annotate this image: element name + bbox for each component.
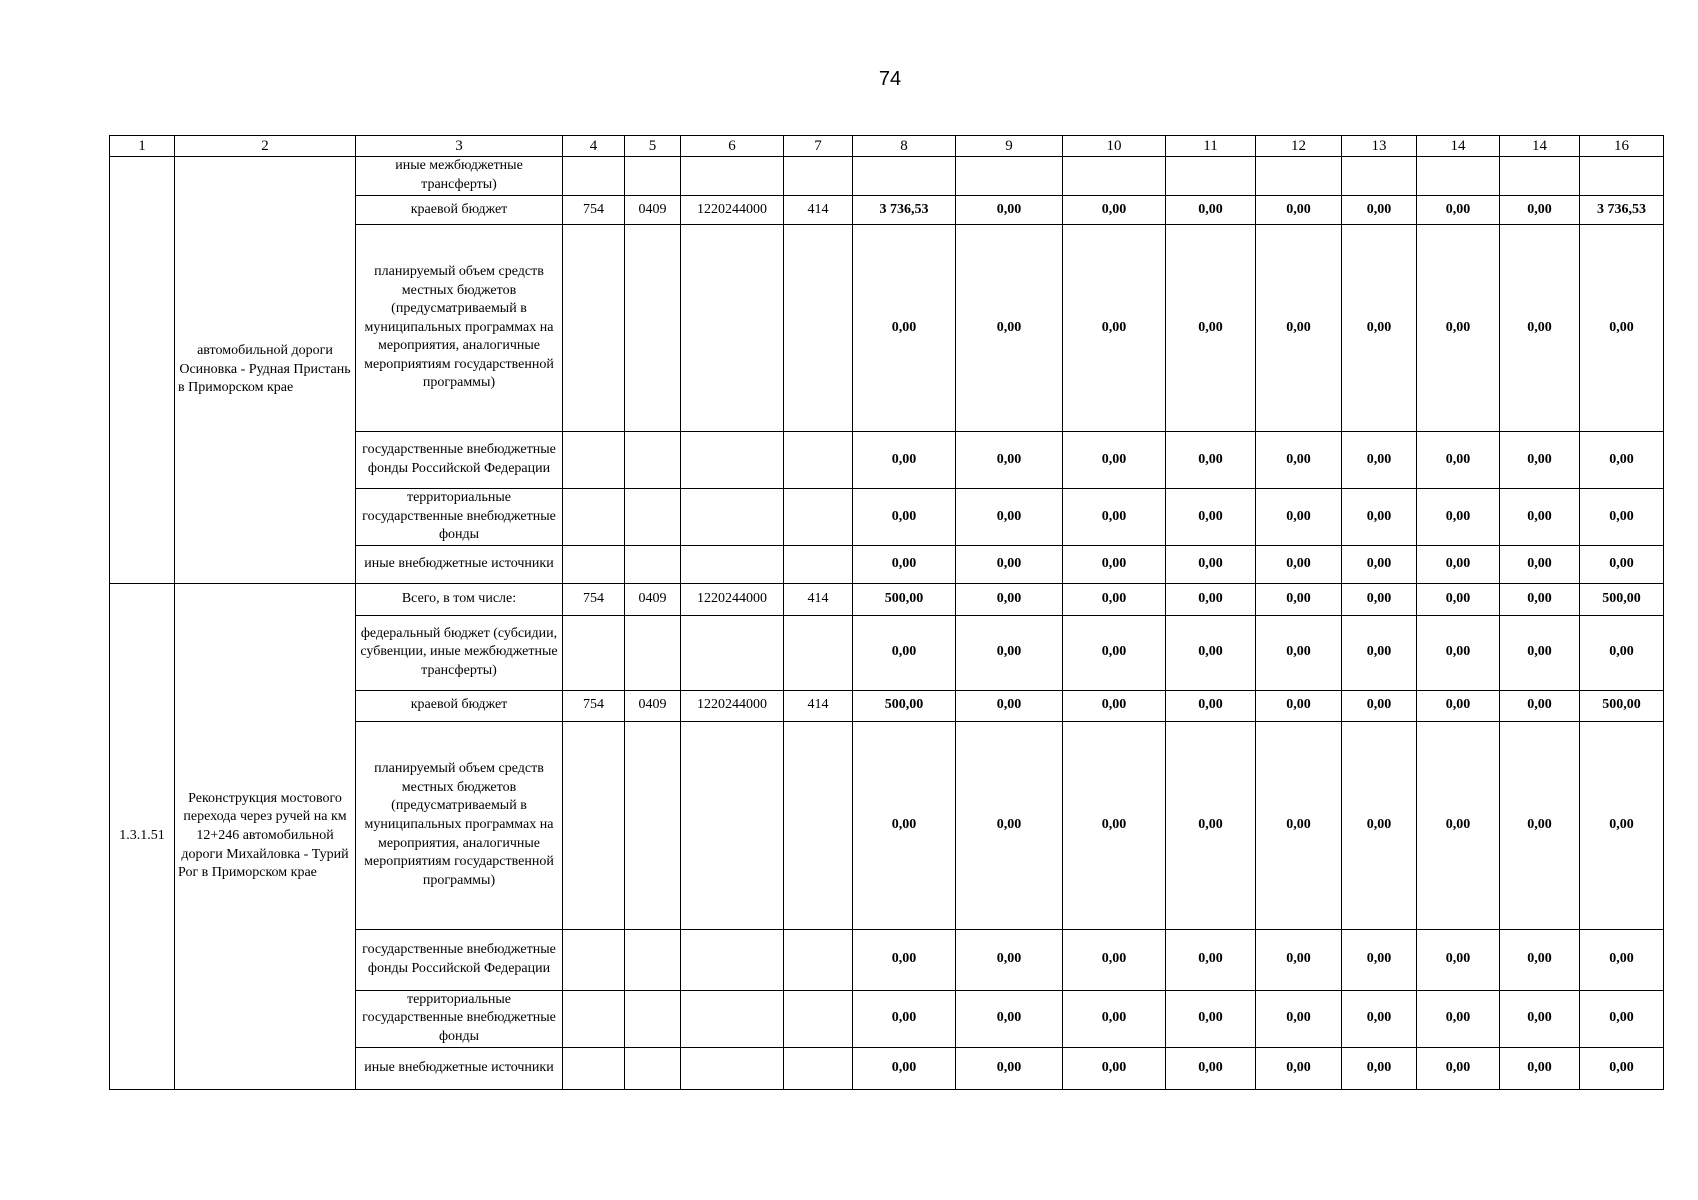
amount-cell: 0,00 [1256,690,1342,721]
amount-cell: 0,00 [1166,432,1256,489]
amount-cell: 0,00 [1166,615,1256,690]
budget-code-c6: 1220244000 [681,690,784,721]
amount-cell: 0,00 [956,225,1063,432]
amount-cell: 0,00 [1342,225,1417,432]
amount-cell: 0,00 [1256,545,1342,583]
budget-code-c6 [681,615,784,690]
amount-cell: 0,00 [853,1047,956,1089]
budget-code-c6: 1220244000 [681,196,784,225]
budget-code-c6 [681,1047,784,1089]
amount-cell: 0,00 [853,545,956,583]
budget-code-c7 [784,721,853,929]
amount-cell: 0,00 [1500,489,1580,546]
amount-cell: 0,00 [1256,196,1342,225]
budget-code-c5 [625,990,681,1047]
budget-code-c5: 0409 [625,196,681,225]
amount-cell: 0,00 [1166,721,1256,929]
amount-cell [1500,157,1580,196]
amount-cell: 0,00 [1256,225,1342,432]
amount-cell: 0,00 [1063,225,1166,432]
amount-cell: 0,00 [1166,583,1256,615]
funding-source: краевой бюджет [356,690,563,721]
amount-cell: 0,00 [1500,583,1580,615]
budget-code-c5 [625,489,681,546]
amount-cell: 0,00 [956,432,1063,489]
item-description: автомобильной дороги Осиновка - Рудная Пристань в Приморском крае [175,157,356,584]
funding-source: иные внебюджетные источники [356,545,563,583]
amount-cell: 0,00 [1417,615,1500,690]
amount-cell: 0,00 [1500,990,1580,1047]
amount-cell: 0,00 [853,225,956,432]
amount-cell: 0,00 [1256,721,1342,929]
amount-cell: 0,00 [956,721,1063,929]
budget-code-c6 [681,545,784,583]
budget-code-c6 [681,990,784,1047]
funding-source: территориальные государственные внебюджетные фонды [356,990,563,1047]
budget-code-c7 [784,615,853,690]
amount-cell: 500,00 [853,583,956,615]
column-header: 5 [625,136,681,157]
budget-code-c4: 754 [563,690,625,721]
column-header: 14 [1500,136,1580,157]
budget-code-c5 [625,545,681,583]
item-number: 1.3.1.51 [110,583,175,1089]
amount-cell: 500,00 [1580,690,1664,721]
amount-cell: 0,00 [1417,721,1500,929]
amount-cell: 0,00 [1342,721,1417,929]
amount-cell: 0,00 [1166,1047,1256,1089]
amount-cell: 0,00 [1580,721,1664,929]
amount-cell: 0,00 [1063,545,1166,583]
amount-cell: 0,00 [1256,990,1342,1047]
column-header: 4 [563,136,625,157]
amount-cell: 0,00 [1580,615,1664,690]
amount-cell: 0,00 [1342,615,1417,690]
amount-cell: 0,00 [1500,721,1580,929]
amount-cell: 0,00 [1342,990,1417,1047]
column-header: 10 [1063,136,1166,157]
column-header: 16 [1580,136,1664,157]
amount-cell: 0,00 [1342,489,1417,546]
amount-cell: 0,00 [1500,1047,1580,1089]
budget-code-c7: 414 [784,583,853,615]
budget-code-c4: 754 [563,583,625,615]
amount-cell: 0,00 [956,545,1063,583]
amount-cell: 0,00 [1500,615,1580,690]
amount-cell: 0,00 [1342,583,1417,615]
budget-code-c5 [625,225,681,432]
budget-code-c5 [625,432,681,489]
amount-cell: 0,00 [1342,196,1417,225]
amount-cell: 0,00 [1342,432,1417,489]
amount-cell: 0,00 [1166,690,1256,721]
amount-cell: 0,00 [1417,225,1500,432]
amount-cell: 0,00 [853,432,956,489]
amount-cell: 0,00 [1500,545,1580,583]
amount-cell: 500,00 [853,690,956,721]
budget-code-c4 [563,1047,625,1089]
amount-cell: 0,00 [1063,690,1166,721]
funding-source: планируемый объем средств местных бюджетов (предусматриваемый в муниципальных программах на мероприятия, аналогичные мероприятиям государственной программы) [356,721,563,929]
column-header: 1 [110,136,175,157]
budget-code-c7 [784,1047,853,1089]
amount-cell: 0,00 [1256,615,1342,690]
funding-source: иные внебюджетные источники [356,1047,563,1089]
funding-source: иные межбюджетные трансферты) [356,157,563,196]
budget-code-c4 [563,721,625,929]
amount-cell: 0,00 [956,690,1063,721]
budget-code-c6 [681,225,784,432]
budget-code-c4 [563,990,625,1047]
budget-code-c7 [784,545,853,583]
budget-code-c4 [563,432,625,489]
table-row [110,583,1664,615]
amount-cell [1256,157,1342,196]
amount-cell: 0,00 [1166,196,1256,225]
budget-code-c4 [563,615,625,690]
amount-cell: 0,00 [1500,432,1580,489]
amount-cell: 0,00 [1256,432,1342,489]
amount-cell [1342,157,1417,196]
amount-cell [1417,157,1500,196]
budget-code-c4 [563,225,625,432]
amount-cell: 0,00 [1500,225,1580,432]
amount-cell: 0,00 [1256,489,1342,546]
budget-code-c4 [563,157,625,196]
amount-cell: 0,00 [956,583,1063,615]
column-header: 9 [956,136,1063,157]
amount-cell: 0,00 [1342,1047,1417,1089]
item-description: Реконструкция мостового перехода через ручей на км 12+246 автомобильной дороги Михайловка - Турий Рог в Приморском крае [175,583,356,1089]
column-header: 12 [1256,136,1342,157]
funding-source: краевой бюджет [356,196,563,225]
amount-cell: 0,00 [1417,583,1500,615]
amount-cell: 0,00 [853,929,956,990]
budget-code-c5 [625,721,681,929]
amount-cell [1580,157,1664,196]
budget-code-c6 [681,157,784,196]
item-number [110,157,175,584]
amount-cell: 0,00 [1166,929,1256,990]
funding-source: территориальные государственные внебюджетные фонды [356,489,563,546]
amount-cell: 0,00 [1580,432,1664,489]
amount-cell: 0,00 [1063,1047,1166,1089]
amount-cell: 0,00 [1417,990,1500,1047]
budget-code-c7: 414 [784,196,853,225]
amount-cell: 0,00 [1063,432,1166,489]
amount-cell: 0,00 [1580,929,1664,990]
funding-source: федеральный бюджет (субсидии, субвенции, иные межбюджетные трансферты) [356,615,563,690]
amount-cell: 0,00 [956,196,1063,225]
amount-cell: 0,00 [1166,545,1256,583]
amount-cell: 500,00 [1580,583,1664,615]
budget-code-c6 [681,489,784,546]
amount-cell: 0,00 [1063,929,1166,990]
budget-code-c5: 0409 [625,690,681,721]
amount-cell: 0,00 [956,615,1063,690]
amount-cell: 0,00 [853,615,956,690]
budget-code-c7 [784,929,853,990]
funding-source: государственные внебюджетные фонды Российской Федерации [356,929,563,990]
page-number: 74 [878,68,902,90]
budget-code-c5 [625,615,681,690]
amount-cell: 0,00 [1580,990,1664,1047]
amount-cell: 0,00 [853,489,956,546]
amount-cell: 0,00 [956,489,1063,546]
column-header: 13 [1342,136,1417,157]
amount-cell: 0,00 [1342,690,1417,721]
column-header-row [110,136,1664,157]
budget-code-c6 [681,721,784,929]
amount-cell: 0,00 [1063,489,1166,546]
amount-cell [1166,157,1256,196]
column-header: 11 [1166,136,1256,157]
budget-code-c6: 1220244000 [681,583,784,615]
amount-cell: 0,00 [1417,432,1500,489]
funding-source: планируемый объем средств местных бюджетов (предусматриваемый в муниципальных программах на мероприятия, аналогичные мероприятиям государственной программы) [356,225,563,432]
column-header: 7 [784,136,853,157]
amount-cell: 0,00 [1256,1047,1342,1089]
amount-cell: 0,00 [1500,196,1580,225]
budget-code-c5 [625,1047,681,1089]
amount-cell: 0,00 [1256,583,1342,615]
amount-cell: 0,00 [1063,583,1166,615]
amount-cell [956,157,1063,196]
budget-code-c7 [784,225,853,432]
amount-cell: 0,00 [1417,690,1500,721]
column-header: 3 [356,136,563,157]
amount-cell: 0,00 [853,990,956,1047]
amount-cell: 0,00 [1166,489,1256,546]
amount-cell [853,157,956,196]
amount-cell: 0,00 [1342,929,1417,990]
budget-code-c5: 0409 [625,583,681,615]
budget-table [109,135,1664,1090]
budget-code-c6 [681,929,784,990]
budget-code-c4: 754 [563,196,625,225]
amount-cell: 0,00 [1580,1047,1664,1089]
column-header: 6 [681,136,784,157]
budget-code-c5 [625,929,681,990]
budget-code-c7 [784,432,853,489]
amount-cell: 0,00 [1500,929,1580,990]
budget-code-c7: 414 [784,690,853,721]
table-row [110,157,1664,196]
amount-cell [1063,157,1166,196]
amount-cell: 0,00 [1417,545,1500,583]
column-header: 8 [853,136,956,157]
amount-cell: 0,00 [1417,196,1500,225]
budget-code-c7 [784,157,853,196]
amount-cell: 0,00 [956,929,1063,990]
funding-source: Всего, в том числе: [356,583,563,615]
column-header: 14 [1417,136,1500,157]
amount-cell: 0,00 [1580,225,1664,432]
budget-code-c5 [625,157,681,196]
budget-code-c4 [563,545,625,583]
amount-cell: 0,00 [1580,545,1664,583]
budget-code-c6 [681,432,784,489]
amount-cell: 0,00 [1166,225,1256,432]
amount-cell: 0,00 [1063,721,1166,929]
budget-code-c7 [784,489,853,546]
amount-cell: 0,00 [956,1047,1063,1089]
column-header: 2 [175,136,356,157]
amount-cell: 3 736,53 [1580,196,1664,225]
amount-cell: 0,00 [1063,196,1166,225]
budget-code-c4 [563,929,625,990]
amount-cell: 0,00 [853,721,956,929]
amount-cell: 0,00 [1500,690,1580,721]
funding-source: государственные внебюджетные фонды Российской Федерации [356,432,563,489]
amount-cell: 0,00 [1342,545,1417,583]
amount-cell: 0,00 [1417,1047,1500,1089]
amount-cell: 0,00 [1063,615,1166,690]
amount-cell: 0,00 [956,990,1063,1047]
amount-cell: 0,00 [1580,489,1664,546]
budget-code-c4 [563,489,625,546]
amount-cell: 0,00 [1417,489,1500,546]
amount-cell: 0,00 [1417,929,1500,990]
amount-cell: 0,00 [1166,990,1256,1047]
amount-cell: 0,00 [1256,929,1342,990]
budget-code-c7 [784,990,853,1047]
amount-cell: 3 736,53 [853,196,956,225]
amount-cell: 0,00 [1063,990,1166,1047]
